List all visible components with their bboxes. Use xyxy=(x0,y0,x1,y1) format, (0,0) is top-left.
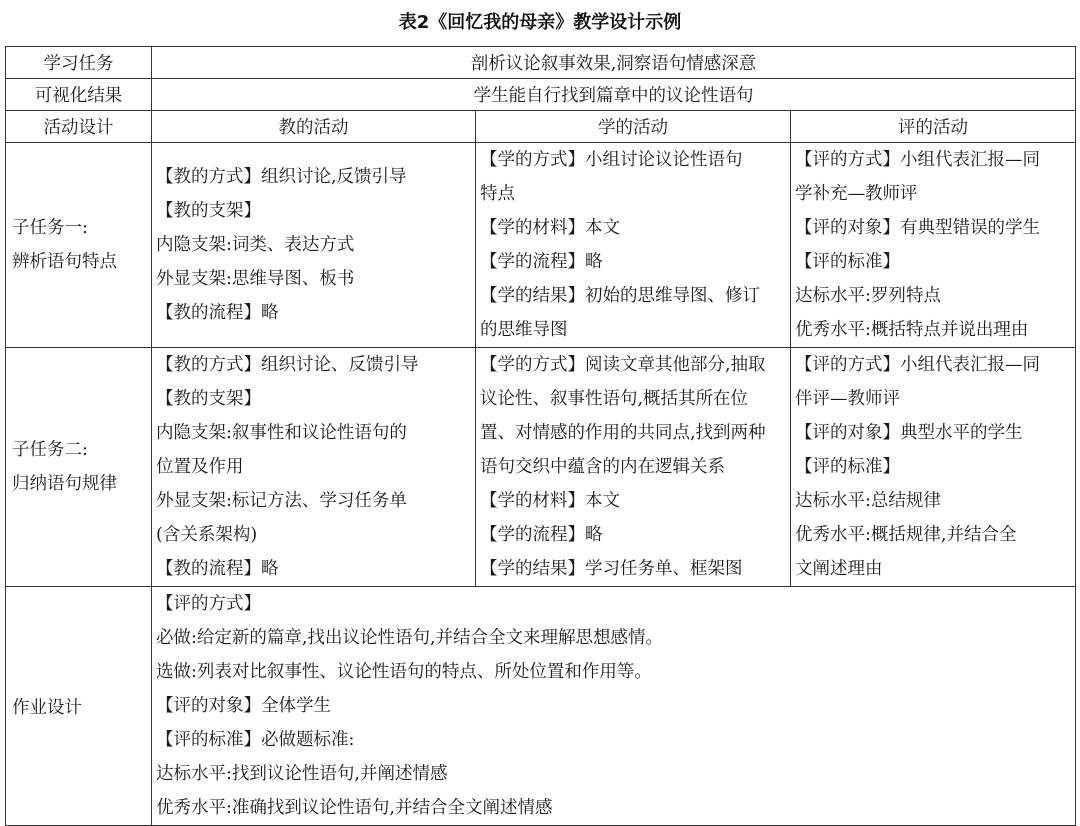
text-line: 【教的方式】组织讨论、反馈引导 xyxy=(156,355,419,375)
text-line: 选做:列表对比叙事性、议论性语句的特点、所处位置和作用等。 xyxy=(156,662,652,682)
text-line: 位置及作用 xyxy=(156,457,244,477)
table-caption: 表2《回忆我的母亲》教学设计示例 xyxy=(398,12,682,33)
text-line: 特点 xyxy=(480,184,515,204)
text-line: 置、对情感的作用的共同点,找到两种 xyxy=(480,423,766,443)
subtask-2-learn xyxy=(476,348,791,587)
text-line: 【学的结果】学习任务单、框架图 xyxy=(480,559,743,579)
text-line: 优秀水平:概括特点并说出理由 xyxy=(795,320,1029,340)
assess-activity-header: 评的活动 xyxy=(791,111,1076,143)
text-line: 【教的方式】组织讨论,反馈引导 xyxy=(156,167,407,187)
row-activity-header xyxy=(6,111,1076,143)
learning-task-value: 剖析议论叙事效果,洞察语句情感深意 xyxy=(152,47,1076,79)
text-line: 达标水平:找到议论性语句,并阐述情感 xyxy=(156,764,448,784)
subtask-1-label-line: 子任务一: xyxy=(12,218,88,238)
text-line: 【学的流程】略 xyxy=(480,252,603,272)
text-line: 文阐述理由 xyxy=(795,559,883,579)
text-line: 内隐支架:叙事性和议论性语句的 xyxy=(156,423,407,443)
subtask-1-label xyxy=(6,143,152,348)
text-line: 【评的对象】有典型错误的学生 xyxy=(795,218,1040,238)
visual-result-label: 可视化结果 xyxy=(6,79,152,111)
text-line: 达标水平:罗列特点 xyxy=(795,286,941,306)
text-line: 必做:给定新的篇章,找出议论性语句,并结合全文来理解思想感情。 xyxy=(156,628,664,648)
subtask-2-label xyxy=(6,348,152,587)
text-line: 【评的标准】必做题标准: xyxy=(156,730,355,750)
subtask-2-assess xyxy=(791,348,1076,587)
text-line: 内隐支架:词类、表达方式 xyxy=(156,235,355,255)
text-line: 优秀水平:概括规律,并结合全 xyxy=(795,525,1017,545)
subtask-2-label-line: 归纳语句规律 xyxy=(12,474,117,494)
visual-result-value: 学生能自行找到篇章中的议论性语句 xyxy=(152,79,1076,111)
text-line: (含关系架构) xyxy=(156,525,258,545)
row-homework-design xyxy=(6,587,1076,826)
text-line: 【学的结果】初始的思维导图、修订 xyxy=(480,286,760,306)
text-line: 【评的方式】小组代表汇报—同 xyxy=(795,355,1040,375)
activity-design-label: 活动设计 xyxy=(6,111,152,143)
text-line: 【评的标准】 xyxy=(795,457,900,477)
teach-activity-header: 教的活动 xyxy=(152,111,476,143)
row-subtask-2 xyxy=(6,348,1076,587)
text-line: 的思维导图 xyxy=(480,320,568,340)
subtask-2-label-line: 子任务二: xyxy=(12,440,88,460)
row-learning-task xyxy=(6,47,1076,79)
text-line: 【学的材料】本文 xyxy=(480,218,620,238)
text-line: 【评的方式】小组代表汇报—同 xyxy=(795,150,1040,170)
teaching-design-table xyxy=(5,46,1076,826)
learn-activity-header: 学的活动 xyxy=(476,111,791,143)
text-line: 【教的支架】 xyxy=(156,201,261,221)
row-visual-result xyxy=(6,79,1076,111)
text-line: 【评的对象】典型水平的学生 xyxy=(795,423,1023,443)
subtask-1-learn xyxy=(476,143,791,348)
text-line: 【学的材料】本文 xyxy=(480,491,620,511)
text-line: 【评的方式】 xyxy=(156,594,261,614)
text-line: 伴评—教师评 xyxy=(795,389,900,409)
subtask-1-assess xyxy=(791,143,1076,348)
text-line: 外显支架:标记方法、学习任务单 xyxy=(156,491,407,511)
row-subtask-1 xyxy=(6,143,1076,348)
homework-design-label: 作业设计 xyxy=(6,587,152,826)
text-line: 【评的标准】 xyxy=(795,252,900,272)
text-line: 【学的方式】阅读文章其他部分,抽取 xyxy=(480,355,766,375)
text-line: 【教的流程】略 xyxy=(156,559,279,579)
text-line: 【学的流程】略 xyxy=(480,525,603,545)
text-line: 语句交织中蕴含的内在逻辑关系 xyxy=(480,457,725,477)
text-line: 达标水平:总结规律 xyxy=(795,491,941,511)
learning-task-label: 学习任务 xyxy=(6,47,152,79)
text-line: 【教的支架】 xyxy=(156,389,261,409)
text-line: 【教的流程】略 xyxy=(156,303,279,323)
subtask-1-teach xyxy=(152,143,476,348)
subtask-2-teach xyxy=(152,348,476,587)
subtask-1-label-line: 辨析语句特点 xyxy=(12,252,117,272)
text-line: 优秀水平:准确找到议论性语句,并结合全文阐述情感 xyxy=(156,798,553,818)
text-line: 【评的对象】全体学生 xyxy=(156,696,331,716)
homework-design-content xyxy=(152,587,1076,826)
text-line: 学补充—教师评 xyxy=(795,184,918,204)
text-line: 外显支架:思维导图、板书 xyxy=(156,269,355,289)
text-line: 【学的方式】小组讨论议论性语句 xyxy=(480,150,743,170)
text-line: 议论性、叙事性语句,概括其所在位 xyxy=(480,389,749,409)
